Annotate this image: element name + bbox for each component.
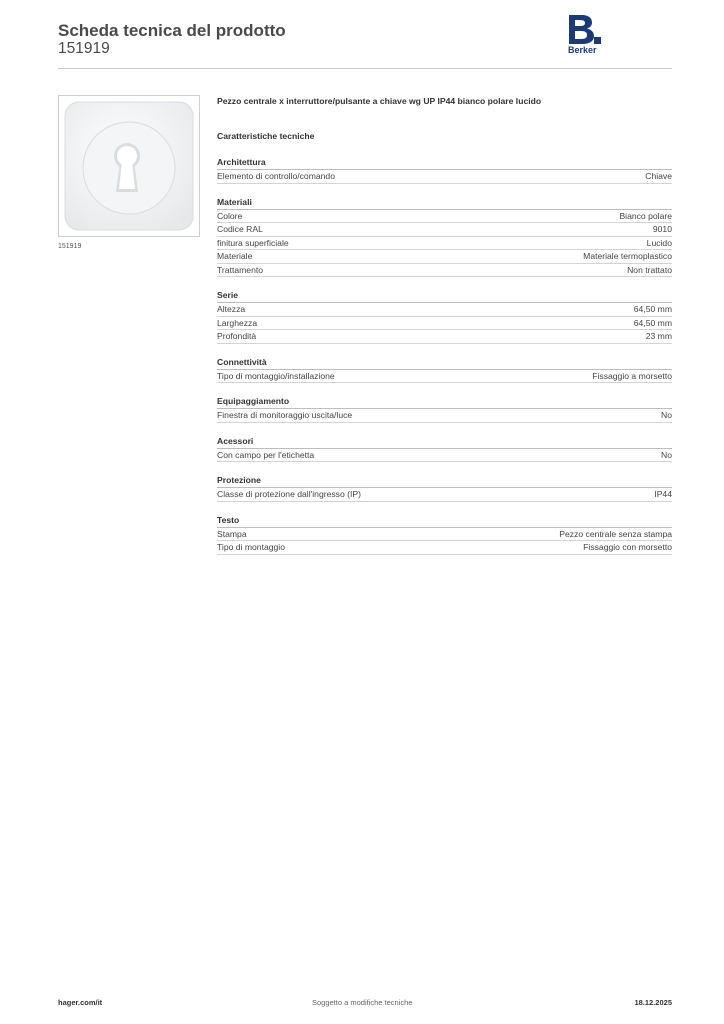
spec-label: Elemento di controllo/comando [217, 171, 335, 181]
spec-label: Larghezza [217, 317, 258, 328]
spec-label: Colore [217, 210, 243, 221]
footer-website[interactable]: hager.com/it [58, 998, 103, 1007]
spec-row [217, 170, 672, 184]
spec-row [217, 528, 672, 542]
footer-note: Soggetto a modifiche tecniche [312, 998, 413, 1007]
spec-row [217, 449, 672, 463]
spec-label: Con campo per l'etichetta [217, 449, 315, 460]
spec-value: Non trattato [627, 264, 672, 275]
spec-value: No [661, 449, 672, 460]
spec-value: Fissaggio a morsetto [592, 370, 672, 381]
document-title: Scheda tecnica del prodotto [58, 21, 286, 40]
spec-value: Bianco polare [619, 210, 672, 221]
spec-label: Materiale [217, 251, 253, 261]
spec-value: Chiave [645, 171, 672, 181]
spec-content [217, 95, 672, 567]
section-heading: Protezione [217, 474, 672, 488]
berker-b-icon [567, 15, 601, 45]
berker-logo [566, 15, 606, 57]
section-heading: Materiali [217, 196, 672, 210]
spec-value: No [661, 410, 672, 420]
footer-date: 18.12.2025 [634, 998, 672, 1007]
spec-label: Tipo di montaggio/installazione [217, 370, 335, 381]
spec-section [217, 474, 672, 502]
brand-name: Berker [568, 45, 597, 55]
header-divider [58, 68, 672, 69]
spec-section [217, 196, 672, 278]
spec-value: IP44 [654, 489, 672, 499]
spec-row [217, 237, 672, 251]
spec-label: Classe di protezione dall'ingresso (IP) [217, 489, 361, 499]
spec-section [217, 289, 672, 344]
spec-row [217, 317, 672, 331]
key-switch-cover-icon [59, 96, 199, 236]
spec-section [217, 435, 672, 463]
spec-label: Profondità [217, 331, 257, 341]
spec-value: Materiale termoplastico [583, 251, 672, 261]
spec-value: 9010 [652, 224, 672, 234]
spec-section [217, 156, 672, 184]
spec-label: Trattamento [217, 264, 264, 275]
section-heading: Testo [217, 514, 672, 528]
spec-label: Tipo di montaggio [217, 542, 285, 552]
spec-row [217, 223, 672, 237]
section-heading: Equipaggiamento [217, 395, 672, 409]
spec-value: 64,50 mm [633, 317, 672, 328]
section-heading: Architettura [217, 156, 672, 170]
spec-row [217, 303, 672, 317]
spec-row [217, 250, 672, 264]
spec-value: 23 mm [645, 331, 672, 341]
spec-value: Pezzo centrale senza stampa [559, 528, 672, 539]
section-heading: Connettività [217, 356, 672, 370]
features-heading: Caratteristiche tecniche [217, 131, 315, 141]
spec-label: Stampa [217, 528, 247, 539]
spec-section [217, 356, 672, 384]
spec-row [217, 409, 672, 423]
spec-label: Finestra di monitoraggio uscita/luce [217, 410, 353, 420]
spec-row [217, 370, 672, 384]
spec-sections [217, 156, 672, 555]
spec-value: Fissaggio con morsetto [583, 542, 672, 552]
spec-label: Altezza [217, 304, 246, 314]
spec-row [217, 541, 672, 555]
spec-row [217, 488, 672, 502]
section-heading: Serie [217, 289, 672, 303]
product-number: 151919 [58, 40, 110, 57]
section-heading: Acessori [217, 435, 672, 449]
spec-row [217, 330, 672, 344]
spec-value: Lucido [646, 237, 672, 248]
spec-row [217, 264, 672, 278]
spec-section [217, 514, 672, 555]
spec-section [217, 395, 672, 423]
spec-label: Codice RAL [217, 224, 263, 234]
product-title: Pezzo centrale x interruttore/pulsante a chiave wg UP IP44 bianco polare lucido [217, 96, 542, 106]
spec-label: finitura superficiale [217, 237, 289, 248]
spec-row [217, 210, 672, 224]
image-caption: 151919 [58, 243, 82, 250]
product-image [58, 95, 200, 237]
spec-value: 64,50 mm [633, 304, 672, 314]
